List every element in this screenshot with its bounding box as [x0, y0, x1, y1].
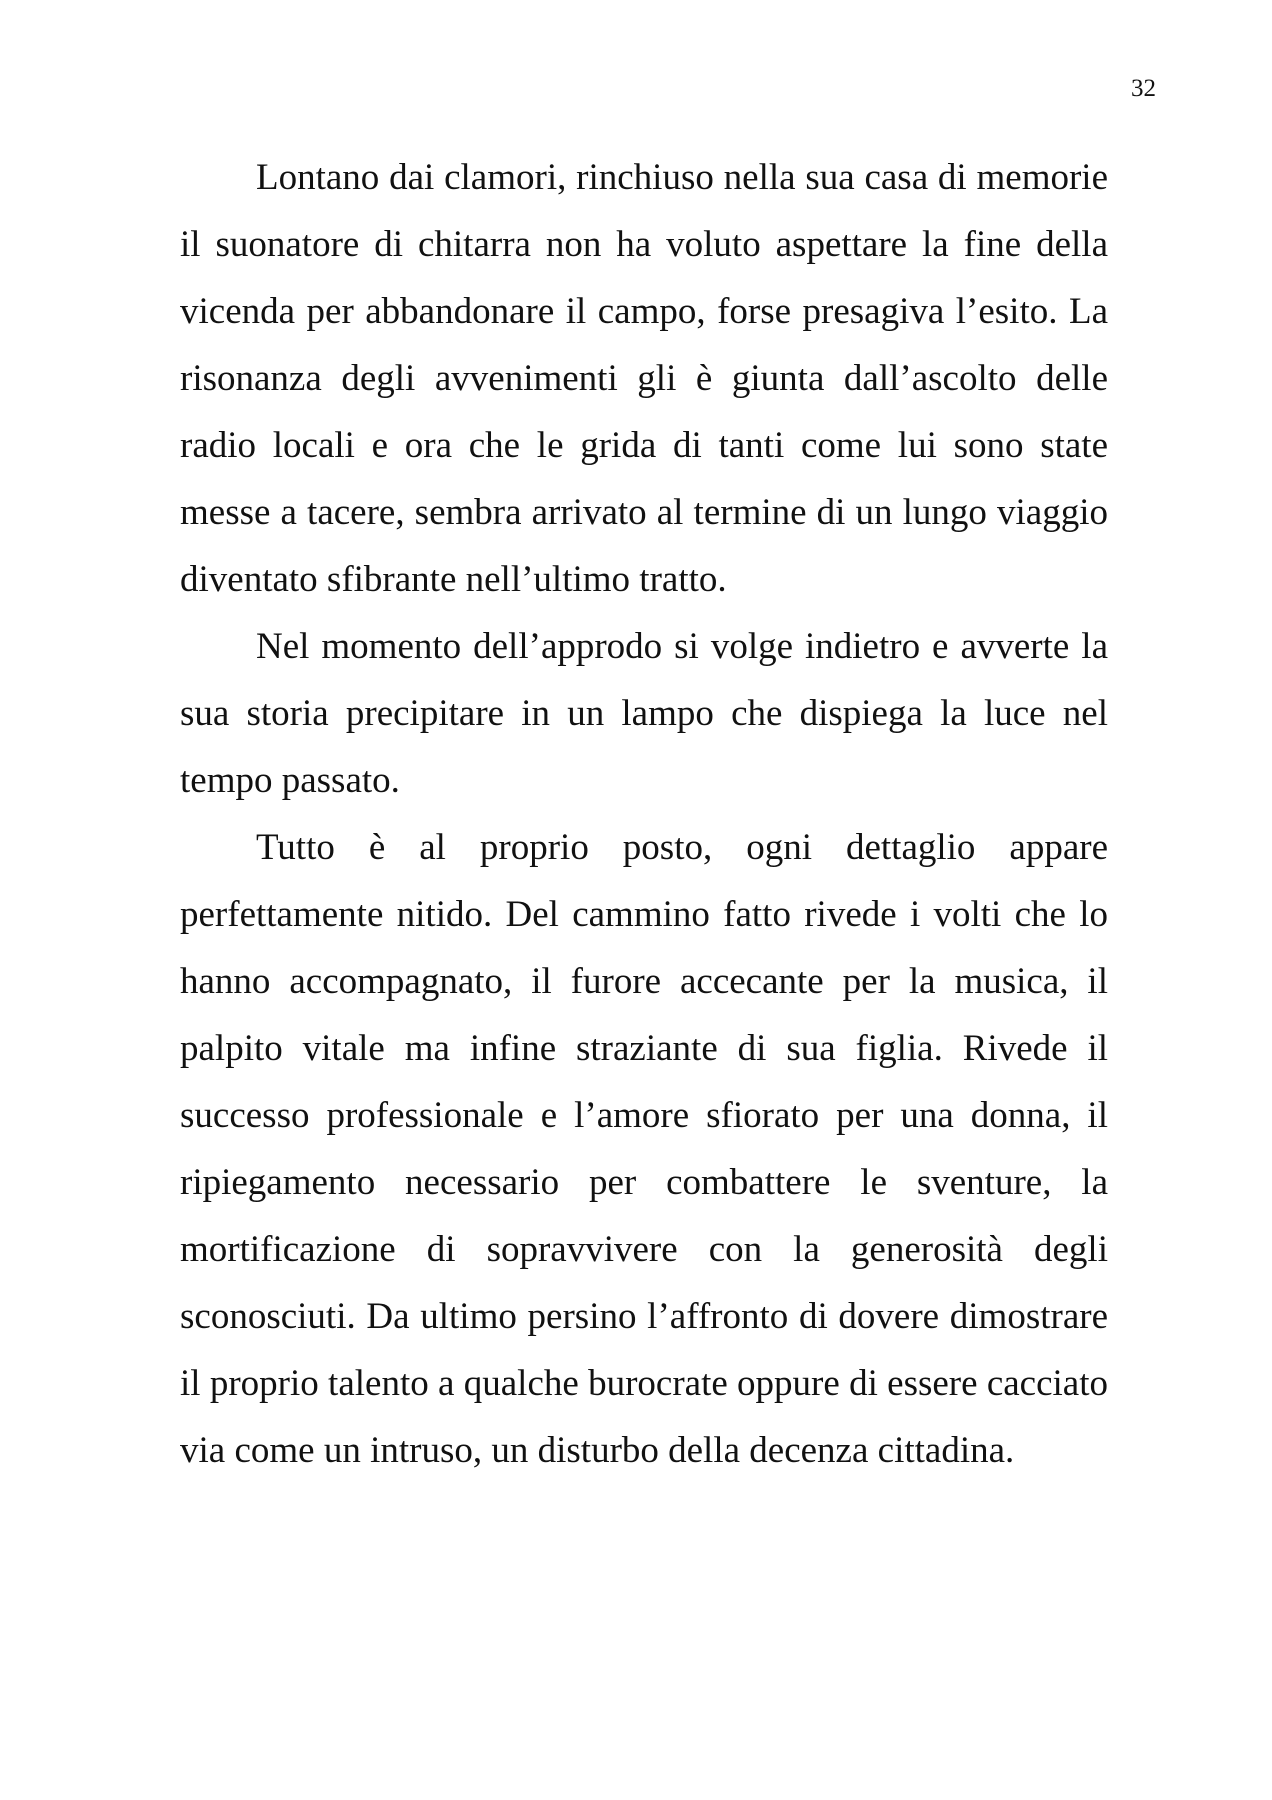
- paragraph: Lontano dai clamori, rinchiuso nella sua casa di memorie il suonatore di chitarra non ha voluto aspettare la fine della vicenda per abbandonare il campo, forse presagiva l’esito. La risonanza degli avvenimenti gli è giunta dall’ascolto delle radio locali e ora che le grida di tanti come lui sono state messe a tacere, sembra arrivato al termine di un lungo viaggio diventato sfibrante nell’ultimo tratto.: [180, 157, 1108, 600]
- body-text: [180, 144, 1108, 1484]
- page-number: 32: [1131, 75, 1156, 102]
- paragraph: Tutto è al proprio posto, ogni dettaglio appare perfettamente nitido. Del cammino fatto rivede i volti che lo hanno accompagnato, il furore accecante per la musica, il palpito vitale ma infine straziante di sua figlia. Rivede il successo professionale e l’amore sfiorato per una donna, il ripiegamento necessario per combattere le sventure, la mortificazione di sopravvivere con la generosità degli sconosciuti. Da ultimo persino l’affronto di dovere dimostrare il proprio talento a qualche burocrate oppure di essere cacciato via come un intruso, un disturbo della decenza cittadina.: [180, 827, 1108, 1471]
- paragraph: Nel momento dell’approdo si volge indietro e avverte la sua storia precipitare in un lampo che dispiega la luce nel tempo passato.: [180, 626, 1108, 801]
